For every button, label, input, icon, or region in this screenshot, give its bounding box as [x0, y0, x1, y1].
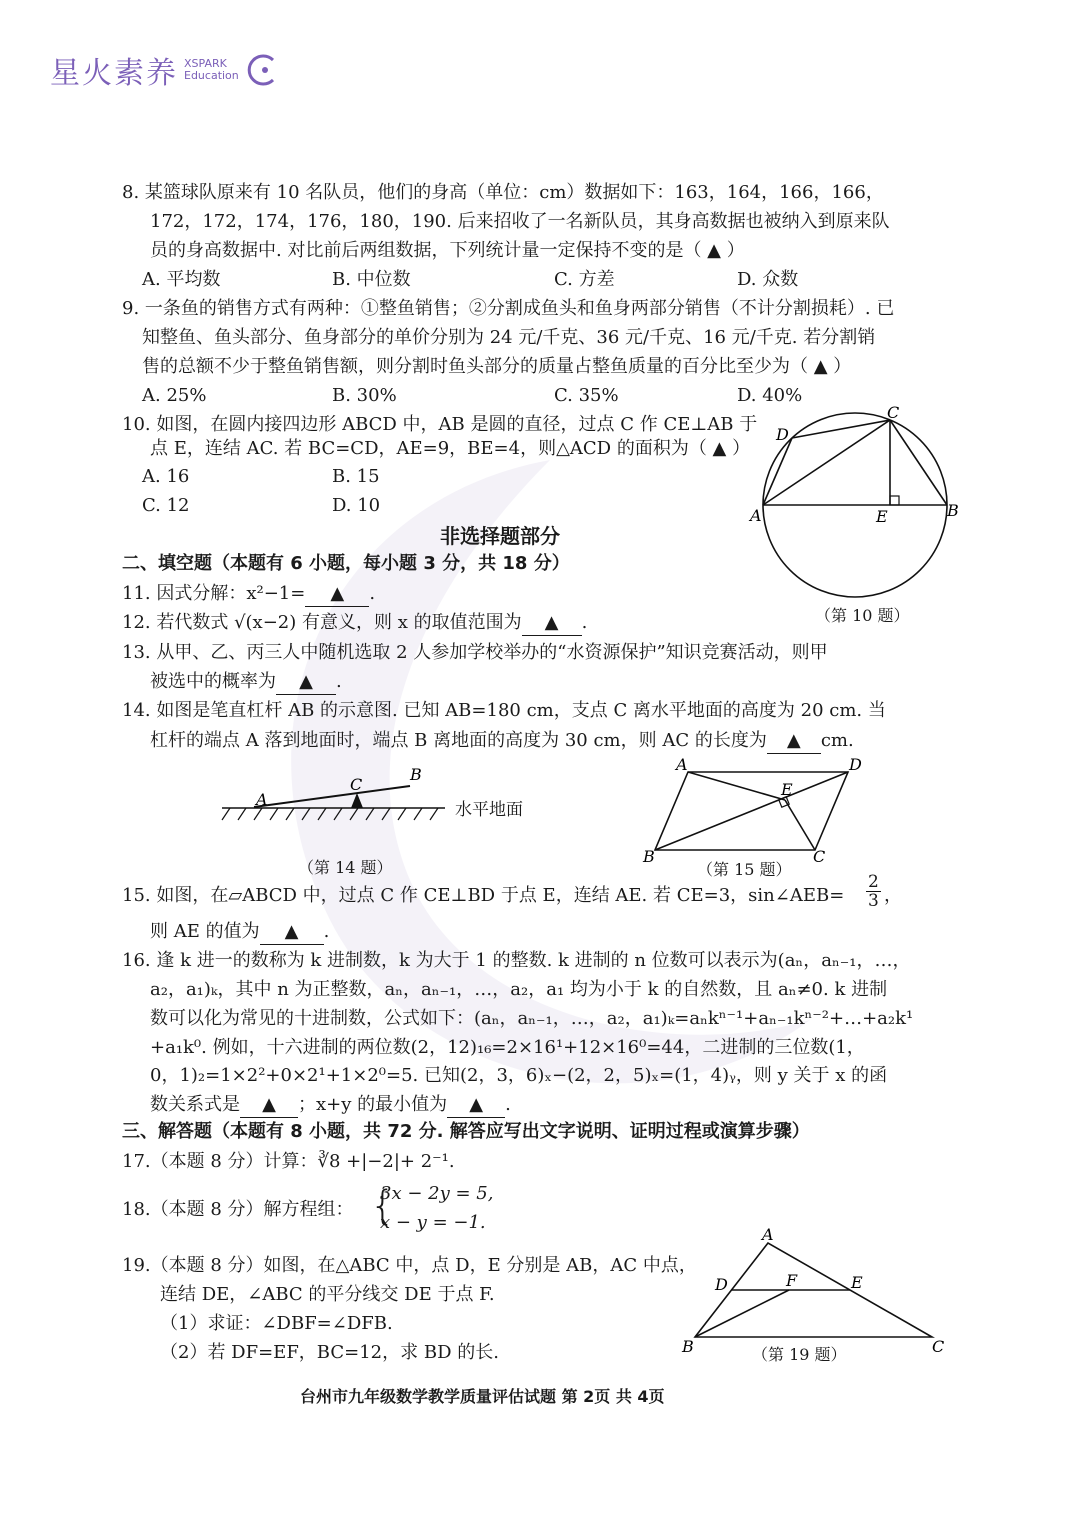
q19-label-f: F	[786, 1271, 798, 1290]
q13-line2: 被选中的概率为 ▲ .	[150, 670, 342, 695]
q15-comma: ，	[884, 885, 902, 906]
q16-line2: a₂，a₁)ₖ，其中 n 为正整数，aₙ，aₙ₋₁，…，a₂，a₁ 均为小于 k 的自然数，且 aₙ≠0. k 进制	[150, 979, 888, 1000]
q8-line3: 员的身高数据中. 对比前后两组数据，下列统计量一定保持不变的是（ ▲ ）	[150, 240, 745, 261]
q10-figure	[740, 398, 970, 598]
q15-caption: （第 15 题）	[697, 860, 792, 879]
section2-title: 二、填空题（本题有 6 小题，每小题 3 分，共 18 分）	[122, 553, 570, 574]
q16-line3: 数可以化为常见的十进制数，公式如下：(aₙ，aₙ₋₁，…，a₂，a₁)ₖ=aₙkⁿ⁻¹+aₙ₋₁kⁿ⁻²+…+a₂k¹	[150, 1008, 914, 1029]
q19-caption: （第 19 题）	[752, 1345, 847, 1364]
q9-option-a: A. 25%	[142, 385, 207, 406]
q15-line2: 则 AE 的值为 ▲ .	[150, 920, 329, 945]
q16-line1: 16. 逢 k 进一的数称为 k 进制数，k 为大于 1 的整数. k 进制的 n 位数可以表示为(aₙ，aₙ₋₁，…，	[122, 950, 911, 971]
q14-label-a: A	[256, 790, 268, 809]
q19-label-b: B	[682, 1337, 694, 1356]
q11-blank: ▲	[305, 582, 369, 607]
q14-line2: 杠杆的端点 A 落到地面时，端点 B 离地面的高度为 30 cm，则 AC 的长度为 ▲ cm.	[150, 729, 854, 754]
q10-option-c: C. 12	[142, 495, 190, 516]
q10-label-d: D	[776, 425, 789, 444]
q10-option-b: B. 15	[332, 466, 380, 487]
q9-option-d: D. 40%	[737, 385, 803, 406]
q19-figure	[675, 1222, 955, 1362]
q8-option-c: C. 方差	[554, 269, 615, 290]
q10-label-e: E	[876, 507, 888, 526]
q8-option-d: D. 众数	[737, 269, 799, 290]
q15-label-a: A	[676, 755, 688, 774]
q16-blank-2: ▲	[447, 1093, 505, 1118]
page-footer: 台州市九年级数学教学质量评估试题 第 2页 共 4页	[300, 1387, 665, 1406]
q15-line1: 15. 如图，在▱ABCD 中，过点 C 作 CE⊥BD 于点 E，连结 AE. 若 CE=3，sin∠AEB=	[122, 885, 845, 906]
q15-label-c: C	[813, 847, 826, 866]
q19-line2: 连结 DE，∠ABC 的平分线交 DE 于点 F.	[160, 1284, 495, 1305]
section-heading: 非选择题部分	[440, 524, 560, 548]
q14-label-b: B	[410, 765, 422, 784]
q10-option-a: A. 16	[142, 466, 190, 487]
q14-caption: （第 14 题）	[298, 858, 393, 877]
brand-swirl-icon	[243, 52, 279, 88]
q15-label-b: B	[643, 847, 655, 866]
q11: 11. 因式分解：x²−1= ▲ .	[122, 582, 375, 607]
brand-english: XSPARK Education	[184, 57, 239, 82]
q10-label-c: C	[887, 403, 900, 422]
q19-label-a: A	[762, 1225, 774, 1244]
q15-fraction: 2 3	[868, 872, 879, 911]
q18-brace: {	[370, 1183, 396, 1229]
q8-option-a: A. 平均数	[142, 269, 221, 290]
q16-line6: 数关系式是 ▲ ；x+y 的最小值为 ▲ .	[150, 1093, 511, 1118]
q19-label-d: D	[715, 1275, 728, 1294]
q8-option-b: B. 中位数	[332, 269, 411, 290]
q16-line4: +a₁k⁰. 例如，十六进制的两位数(2，12)₁₆=2×16¹+12×16⁰=44，二进制的三位数(1，	[150, 1037, 865, 1058]
brand-name: 星火素养	[50, 56, 178, 91]
q14-line1: 14. 如图是笔直杠杆 AB 的示意图. 已知 AB=180 cm，支点 C 离水平地面的高度为 20 cm. 当	[122, 700, 886, 721]
q19-line4: （2）若 DF=EF，BC=12，求 BD 的长.	[160, 1342, 499, 1363]
q8-options	[142, 268, 798, 292]
section3-title: 三、解答题（本题有 8 小题，共 72 分. 解答应写出文字说明、证明过程或演算步骤）	[122, 1121, 810, 1142]
q10-options-row1	[142, 465, 380, 489]
brand-logo	[50, 48, 279, 92]
q10-line2: 点 E，连结 AC. 若 BC=CD，AE=9，BE=4，则△ACD 的面积为（ ▲ ）	[150, 438, 751, 459]
q18-eq1: 3x − 2y = 5,	[380, 1183, 494, 1204]
q16-blank-1: ▲	[240, 1093, 298, 1118]
q9-option-c: C. 35%	[554, 385, 619, 406]
q12-blank: ▲	[522, 611, 582, 636]
q10-option-d: D. 10	[332, 495, 381, 516]
q10-caption: （第 10 题）	[815, 606, 910, 625]
q16-line5: 0，1)₂=1×2²+0×2¹+1×2⁰=5. 已知(2，3，6)ₓ−(2，2，5)ₓ=(1，4)ᵧ，则 y 关于 x 的函	[150, 1065, 888, 1086]
q9-options	[142, 384, 802, 408]
q9-line2: 知整鱼、鱼头部分、鱼身部分的单价分别为 24 元/千克、36 元/千克、16 元/千克. 若分割销	[142, 327, 876, 348]
q14-ground-label: 水平地面	[455, 800, 523, 820]
q12: 12. 若代数式 √(x−2) 有意义，则 x 的取值范围为 ▲ .	[122, 611, 587, 636]
q10-line1: 10. 如图，在圆内接四边形 ABCD 中，AB 是圆的直径，过点 C 作 CE⊥AB 于	[122, 414, 758, 435]
q15-label-e: E	[781, 780, 793, 799]
q9-option-b: B. 30%	[332, 385, 397, 406]
q10-label-b: B	[947, 501, 959, 520]
q13-line1: 13. 从甲、乙、丙三人中随机选取 2 人参加学校举办的“水资源保护”知识竞赛活动，则甲	[122, 642, 828, 663]
q14-blank: ▲	[767, 729, 821, 754]
q18-eq2: x − y = −1.	[380, 1212, 486, 1233]
q9-line1: 9. 一条鱼的销售方式有两种：①整鱼销售；②分割成鱼头和鱼身两部分销售（不计分割损耗）. 已	[122, 298, 895, 319]
q19-line3: （1）求证：∠DBF=∠DFB.	[160, 1313, 393, 1334]
q8-line2: 172，172，174，176，180，190. 后来招收了一名新队员，其身高数据也被纳入到原来队	[150, 211, 890, 232]
q19-line1: 19.（本题 8 分）如图，在△ABC 中，点 D，E 分别是 AB，AC 中点，	[122, 1255, 697, 1276]
q15-blank: ▲	[260, 920, 324, 945]
q19-label-c: C	[932, 1337, 945, 1356]
q19-label-e: E	[851, 1273, 863, 1292]
q18-prompt: 18.（本题 8 分）解方程组：	[122, 1199, 354, 1220]
q15-label-d: D	[849, 755, 862, 774]
q9-line3: 售的总额不少于整鱼销售额，则分割时鱼头部分的质量占整鱼质量的百分比至少为（ ▲ ）	[142, 356, 852, 377]
q10-label-a: A	[750, 506, 762, 525]
q14-label-c: C	[350, 775, 363, 794]
q17: 17.（本题 8 分）计算：∛8 +|−2|+ 2⁻¹.	[122, 1151, 455, 1172]
q10-options-row2	[142, 494, 380, 518]
q8-line1: 8. 某篮球队原来有 10 名队员，他们的身高（单位：cm）数据如下：163，164，166，166，	[122, 182, 884, 203]
q13-blank: ▲	[276, 670, 336, 695]
